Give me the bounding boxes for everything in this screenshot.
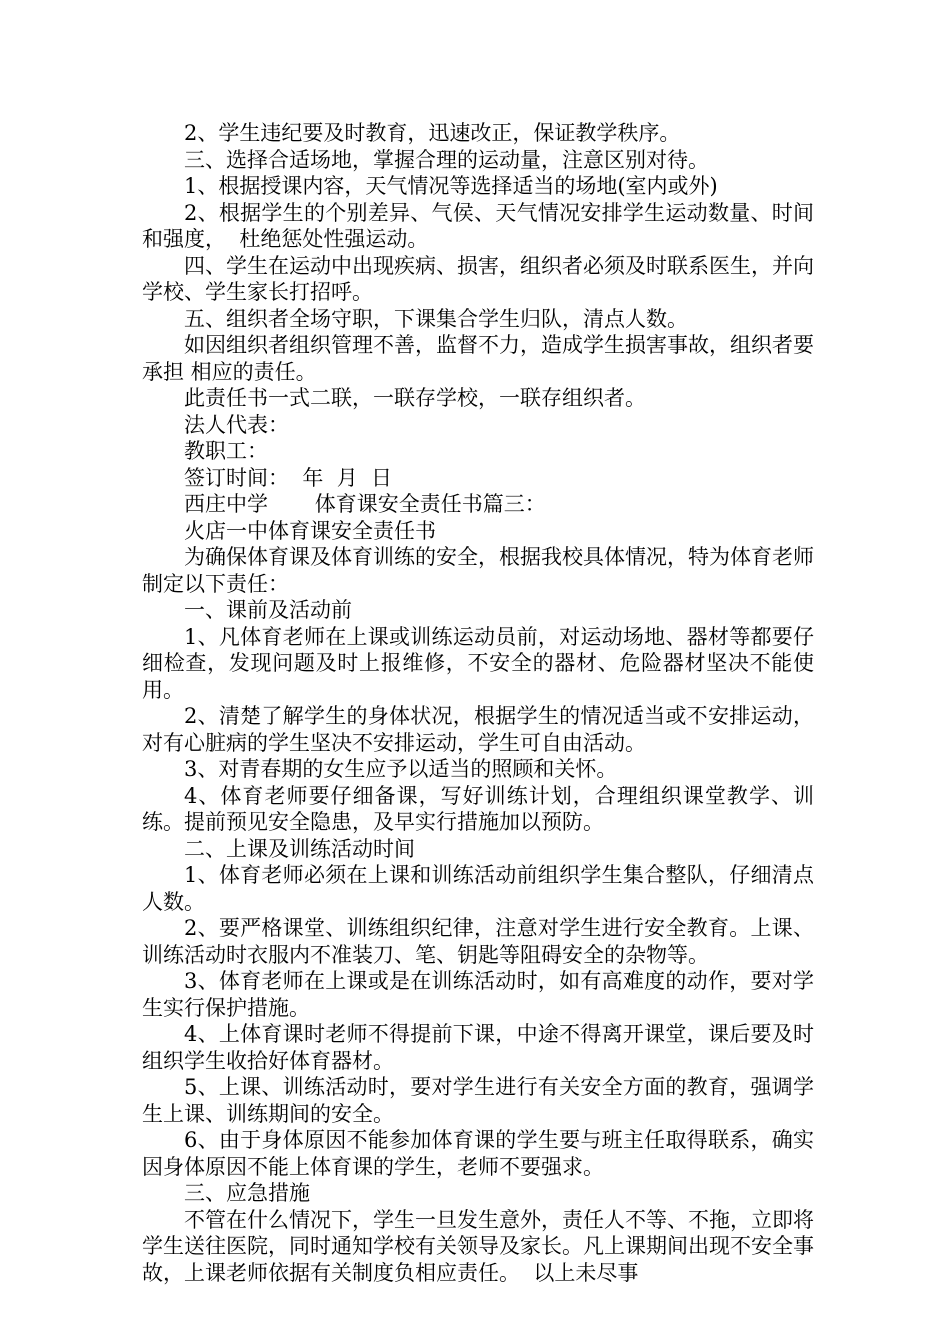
paragraph: 4、上体育课时老师不得提前下课，中途不得离开课堂，课后要及时组织学生收拾好体育器材。 [142,1022,814,1073]
section-heading: 三、应急措施 [184,1181,310,1205]
document-subtitle: 西庄中学 体育课安全责任书篇三： [184,492,546,516]
paragraph: 如因组织者组织管理不善，监督不力，造成学生损害事故，组织者要承担 相应的责任。 [142,333,814,384]
signature-line-legal-rep: 法人代表： [184,412,289,437]
section-heading: 四、学生在运动中出现疾病、损害，组织者必须及时联系医生，并向学校、学生家长打招呼。 [142,253,814,304]
signature-line-staff: 教职工： [184,439,268,463]
paragraph: 1、凡体育老师在上课或训练运动员前，对运动场地、器材等都要仔细检查，发现问题及时上报维修，不安全的器材、危险器材坚决不能使用。 [142,624,814,702]
document-title: 火店一中体育课安全责任书 [184,518,436,543]
paragraph: 5、上课、训练活动时，要对学生进行有关安全方面的教育，强调学生上课、训练期间的安全。 [142,1075,814,1126]
paragraph: 为确保体育课及体育训练的安全，根据我校具体情况，特为体育老师制定以下责任： [142,545,814,596]
paragraph: 6、由于身体原因不能参加体育课的学生要与班主任取得联系，确实因身体原因不能上体育课的学生，老师不要强求。 [142,1128,814,1179]
paragraph: 此责任书一式二联，一联存学校，一联存组织者。 [184,386,646,410]
section-heading: 一、课前及活动前 [184,598,352,622]
paragraph: 不管在什么情况下，学生一旦发生意外，责任人不等、不拖，立即将学生送往医院，同时通知学校有关领导及家长。凡上课期间出现不安全事故，上课老师依据有关制度负相应责任。 以上未尽事 [142,1207,814,1285]
paragraph: 4、体育老师要仔细备课，写好训练计划，合理组织课堂教学、训练。提前预见安全隐患，及早实行措施加以预防。 [142,783,814,834]
section-heading: 三、选择合适场地，掌握合理的运动量，注意区别对待。 [184,147,709,172]
paragraph: 1、根据授课内容，天气情况等选择适当的场地(室内或外) [184,174,718,198]
paragraph: 2、清楚了解学生的身体状况，根据学生的情况适当或不安排运动，对有心脏病的学生坚决不安排运动，学生可自由活动。 [142,704,814,755]
paragraph: 3、体育老师在上课或是在训练活动时，如有高难度的动作，要对学生实行保护措施。 [142,969,814,1020]
paragraph: 2、要严格课堂、训练组织纪律，注意对学生进行安全教育。上课、训练活动时衣服内不准装刀、笔、钥匙等阻碍安全的杂物等。 [142,916,814,967]
paragraph: 3、对青春期的女生应予以适当的照顾和关怀。 [184,757,618,781]
section-heading: 五、组织者全场守职，下课集合学生归队，清点人数。 [184,306,688,331]
paragraph: 2、根据学生的个别差异、气侯、天气情况安排学生运动数量、时间和强度， 杜绝惩处性强运动。 [142,200,814,251]
document-body [142,120,814,1286]
section-heading: 二、上课及训练活动时间 [184,836,415,861]
paragraph: 1、体育老师必须在上课和训练活动前组织学生集合整队，仔细清点人数。 [142,863,814,914]
signing-date-line: 签订时间： 年 月 日 [184,465,393,490]
paragraph: 2、学生违纪要及时教育，迅速改正，保证教学秩序。 [184,121,681,145]
